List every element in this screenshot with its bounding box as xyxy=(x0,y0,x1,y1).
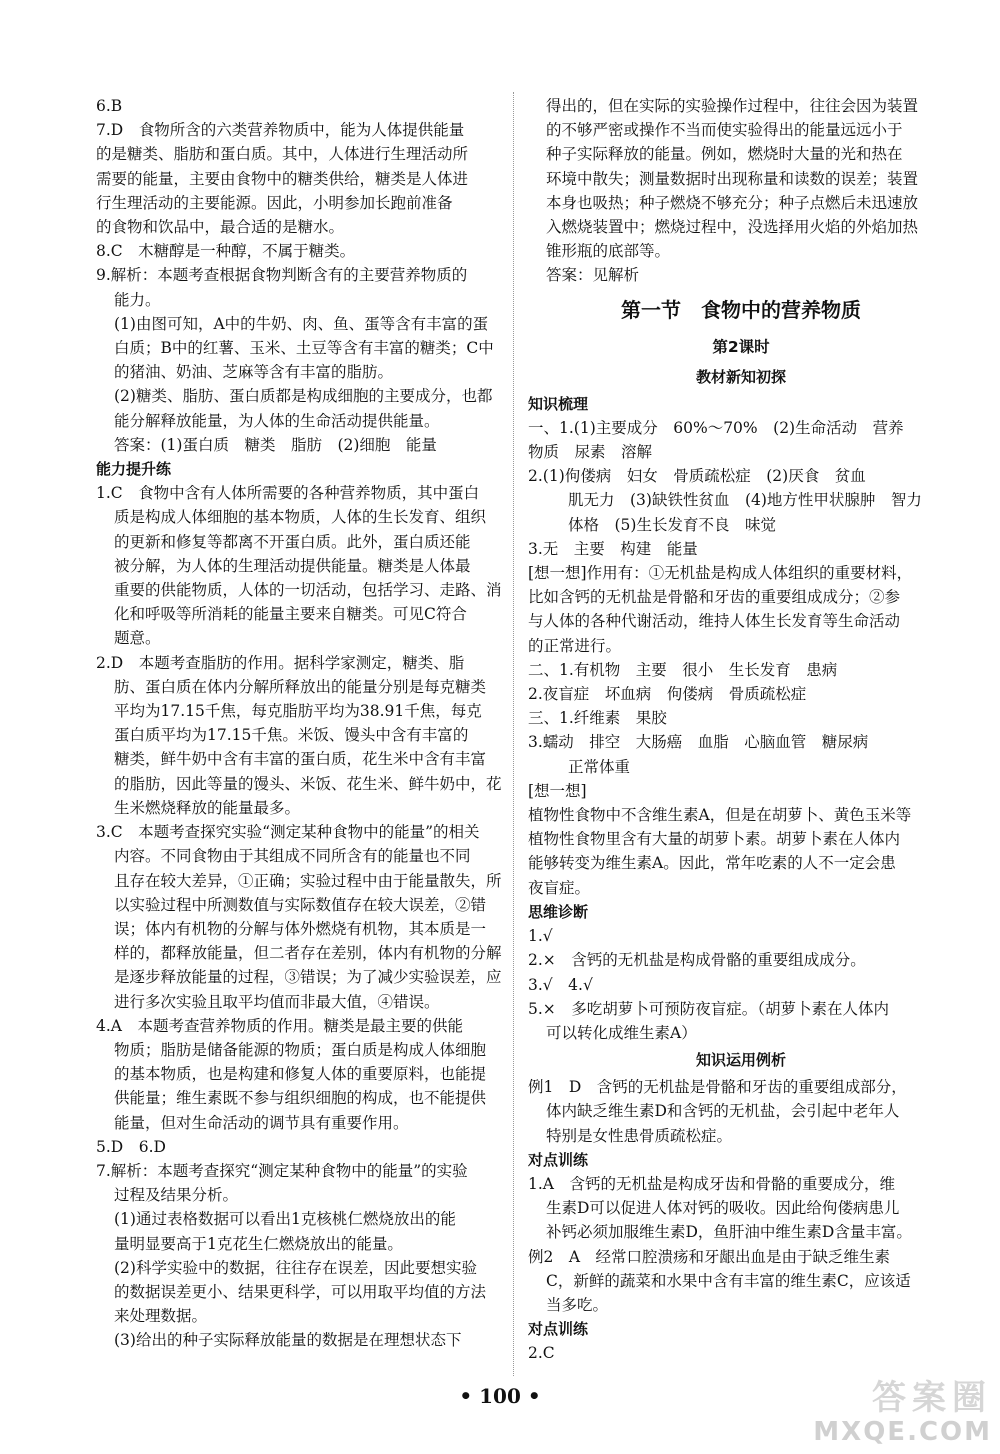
text-line: 能力提升练 xyxy=(96,460,172,479)
text-line: 答案：(1)蛋白质 糖类 脂肪 (2)细胞 能量 xyxy=(114,435,437,454)
text-line: 3.C 本题考查探究实验“测定某种食物中的能量”的相关 xyxy=(96,823,480,842)
text-line: [想一想]作用有：①无机盐是构成人体组织的重要材料， xyxy=(528,564,913,583)
text-line: 三、1.纤维素 果胶 xyxy=(528,709,667,728)
text-line: 比如含钙的无机盐是骨骼和牙齿的重要组成成分；②参 xyxy=(528,588,901,607)
text-line: 蛋白质平均为17.15千焦。米饭、馒头中含有丰富的 xyxy=(114,726,469,745)
text-line: 2.× 含钙的无机盐是构成骨骼的重要组成成分。 xyxy=(528,951,866,970)
text-line: 生米燃烧释放的能量最多。 xyxy=(114,798,301,817)
text-line: 2.(1)佝偻病 妇女 骨质疏松症 (2)厌食 贫血 xyxy=(528,467,866,486)
left-column xyxy=(96,94,504,1353)
text-line: [想一想] xyxy=(528,781,587,800)
text-line: 第2课时 xyxy=(712,337,770,356)
text-line: 7.解析：本题考查探究“测定某种食物中的能量”的实验 xyxy=(96,1161,468,1180)
text-line: 4.A 本题考查营养物质的作用。糖类是最主要的供能 xyxy=(96,1016,463,1035)
text-line: 9.解析：本题考查根据食物判断含有的主要营养物质的 xyxy=(96,266,468,285)
text-line: 题意。 xyxy=(114,629,161,648)
text-line: 3.蠕动 排空 大肠癌 血脂 心脑血管 糖尿病 xyxy=(528,733,869,752)
text-line: 且存在较大差异，①正确；实验过程中由于能量散失，所 xyxy=(114,871,502,890)
text-line: 体格 (5)生长发育不良 味觉 xyxy=(568,515,776,534)
text-line: 环境中散失；测量数据时出现称量和读数的误差；装置 xyxy=(546,169,919,188)
text-line: 补钙必须加服维生素D，鱼肝油中维生素D含量丰富。 xyxy=(546,1223,912,1242)
text-line: 教材新知初探 xyxy=(695,367,786,386)
text-line: 例2 A 经常口腔溃疡和牙龈出血是由于缺乏维生素 xyxy=(528,1247,891,1266)
text-line: 答案：见解析 xyxy=(546,266,640,285)
text-line: (2)科学实验中的数据，往往存在误差，因此要想实验 xyxy=(114,1258,477,1277)
text-line: 知识运用例析 xyxy=(695,1051,786,1070)
text-line: 对点训练 xyxy=(528,1150,589,1169)
text-line: 本身也吸热；种子燃烧不够充分；种子点燃后未迅速放 xyxy=(546,193,919,212)
text-line: 8.C 木糖醇是一种醇，不属于糖类。 xyxy=(96,242,356,261)
text-line: 对点训练 xyxy=(528,1320,589,1339)
text-line: 夜盲症。 xyxy=(528,878,591,897)
page-number: • 100 • xyxy=(459,1384,541,1408)
text-line: 入燃烧装置中；燃烧过程中，没选择用火焰的外焰加热 xyxy=(546,218,919,237)
text-line: 可以转化成维生素A） xyxy=(546,1023,697,1042)
text-line: 2.D 本题考查脂肪的作用。据科学家测定，糖类、脂 xyxy=(96,653,465,672)
text-line: 行生理活动的主要能源。因此，小明参加长跑前准备 xyxy=(96,193,453,212)
text-line: (1)通过表格数据可以看出1克核桃仁燃烧放出的能 xyxy=(114,1210,456,1229)
right-column xyxy=(528,94,924,1366)
text-line: 7.D 食物所含的六类营养物质中，能为人体提供能量 xyxy=(96,121,465,140)
text-line: 植物性食物里含有大量的胡萝卜素。胡萝卜素在人体内 xyxy=(528,830,901,849)
text-line: 生素D可以促进人体对钙的吸收。因此给佝偻病患儿 xyxy=(546,1199,900,1218)
text-line: 二、1.有机物 主要 很小 生长发育 患病 xyxy=(528,660,838,679)
text-line: 3.无 主要 构建 能量 xyxy=(528,539,698,558)
text-line: 思维诊断 xyxy=(528,902,589,921)
text-line: 进行多次实验且取平均值而非最大值，④错误。 xyxy=(114,992,440,1011)
text-line: 过程及结果分析。 xyxy=(114,1186,239,1205)
text-line: 化和呼吸等所消耗的能量主要来自糖类。可见C符合 xyxy=(114,605,467,624)
text-line: 来处理数据。 xyxy=(114,1307,208,1326)
text-line: 重要的供能物质，人体的一切活动，包括学习、走路、消 xyxy=(114,581,502,600)
text-line: 供能量；维生素既不参与组织细胞的构成，也不能提供 xyxy=(114,1089,487,1108)
text-line: 的食物和饮品中，最合适的是糖水。 xyxy=(96,218,345,237)
text-line: 是逐步释放能量的过程，③错误；为了减少实验误差，应 xyxy=(114,968,502,987)
text-line: 白质；B中的红薯、玉米、土豆等含有丰富的糖类；C中 xyxy=(114,339,494,358)
text-line: 量明显要高于1克花生仁燃烧放出的能量。 xyxy=(114,1234,403,1253)
text-line: 1.A 含钙的无机盐是构成牙齿和骨骼的重要成分，维 xyxy=(528,1174,895,1193)
text-line: 特别是女性患骨质疏松症。 xyxy=(546,1126,733,1145)
text-line: 2.夜盲症 坏血病 佝偻病 骨质疏松症 xyxy=(528,685,807,704)
text-line: 的脂肪，因此等量的馒头、米饭、花生米、鲜牛奶中，花 xyxy=(114,774,502,793)
text-line: (2)糖类、脂肪、蛋白质都是构成细胞的主要成分，也都 xyxy=(114,387,493,406)
text-line: (3)给出的种子实际释放能量的数据是在理想状态下 xyxy=(114,1331,462,1350)
text-line: 5.D 6.D xyxy=(96,1137,166,1156)
text-line: (1)由图可知，A中的牛奶、肉、鱼、蛋等含有丰富的蛋 xyxy=(114,314,489,333)
text-line: 2.C xyxy=(528,1344,555,1363)
text-line: 肪、蛋白质在体内分解所释放出的能量分别是每克糖类 xyxy=(114,677,487,696)
text-line: 锥形瓶的底部等。 xyxy=(546,242,671,261)
text-line: 6.B xyxy=(96,97,123,115)
watermark-url: MXQE.COM xyxy=(813,1417,992,1447)
text-line: 的数据误差更小、结果更科学，可以用取平均值的方法 xyxy=(114,1282,487,1301)
text-line: 得出的，但在实际的实验操作过程中，往往会因为装置 xyxy=(546,97,919,115)
watermark-text: 答案圈 xyxy=(872,1378,992,1418)
text-line: 3.√ 4.√ xyxy=(528,975,593,994)
text-line: 能量，但对生命活动的调节具有重要作用。 xyxy=(114,1113,409,1132)
text-line: 能力。 xyxy=(114,290,161,309)
text-line: 的正常进行。 xyxy=(528,636,622,655)
text-line: 的更新和修复等都离不开蛋白质。此外，蛋白质还能 xyxy=(114,532,471,551)
text-line: 需要的能量，主要由食物中的糖类供给，糖类是人体进 xyxy=(96,169,469,188)
text-line: 体内缺乏维生素D和含钙的无机盐，会引起中老年人 xyxy=(546,1102,900,1121)
text-line: 质是构成人体细胞的基本物质，人体的生长发育、组织 xyxy=(114,508,487,527)
text-line: C，新鲜的蔬菜和水果中含有丰富的维生素C，应该适 xyxy=(546,1271,911,1290)
text-line: 样的，都释放能量，但二者存在差别，体内有机物的分解 xyxy=(114,944,502,963)
text-line: 与人体的各种代谢活动，维持人体生长发育等生命活动 xyxy=(528,612,901,631)
text-line: 能够转变为维生素A。因此，常年吃素的人不一定会患 xyxy=(528,854,896,873)
text-line: 平均为17.15千焦，每克脂肪平均为38.91千焦，每克 xyxy=(114,702,482,721)
text-line: 例1 D 含钙的无机盐是骨骼和牙齿的重要组成部分， xyxy=(528,1078,907,1097)
text-line: 一、1.(1)主要成分 60%～70% (2)生命活动 营养 xyxy=(528,418,904,437)
text-line: 植物性食物中不含维生素A，但是在胡萝卜、黄色玉米等 xyxy=(528,806,912,825)
text-line: 的基本物质，也是构建和修复人体的重要原料，也能提 xyxy=(114,1065,487,1084)
text-line: 5.× 多吃胡萝卜可预防夜盲症。（胡萝卜素在人体内 xyxy=(528,999,890,1018)
column-divider xyxy=(513,92,514,1376)
text-line: 1.√ xyxy=(528,927,553,946)
text-line: 物质 尿素 溶解 xyxy=(528,443,653,462)
text-line: 种子实际释放的能量。例如，燃烧时大量的光和热在 xyxy=(546,145,903,164)
text-line: 知识梳理 xyxy=(528,394,589,413)
text-line: 正常体重 xyxy=(568,757,631,776)
text-line: 1.C 食物中含有人体所需要的各种营养物质，其中蛋白 xyxy=(96,484,480,503)
watermark-logo xyxy=(812,1378,992,1450)
text-line: 物质；脂肪是储备能源的物质；蛋白质是构成人体细胞 xyxy=(114,1040,487,1059)
text-line: 误；体内有机物的分解与体外燃烧有机物，其本质是一 xyxy=(114,919,487,938)
text-line: 当多吃。 xyxy=(546,1295,609,1314)
text-line: 能分解释放能量，为人体的生命活动提供能量。 xyxy=(114,411,440,430)
text-line: 的不够严密或操作不当而使实验得出的能量远远小于 xyxy=(546,121,903,140)
text-line: 第一节 食物中的营养物质 xyxy=(621,297,861,322)
text-line: 糖类，鲜牛奶中含有丰富的蛋白质，花生米中含有丰富 xyxy=(114,750,487,769)
text-line: 被分解，为人体的生理活动提供能量。糖类是人体最 xyxy=(114,556,471,575)
text-line: 内容。不同食物由于其组成不同所含有的能量也不同 xyxy=(114,847,471,866)
text-line: 的猪油、奶油、芝麻等含有丰富的脂肪。 xyxy=(114,363,394,382)
text-line: 肌无力 (3)缺铁性贫血 (4)地方性甲状腺肿 智力 xyxy=(568,491,922,510)
text-line: 以实验过程中所测数值与实际数值存在较大误差，②错 xyxy=(114,895,487,914)
text-line: 的是糖类、脂肪和蛋白质。其中，人体进行生理活动所 xyxy=(96,145,469,164)
